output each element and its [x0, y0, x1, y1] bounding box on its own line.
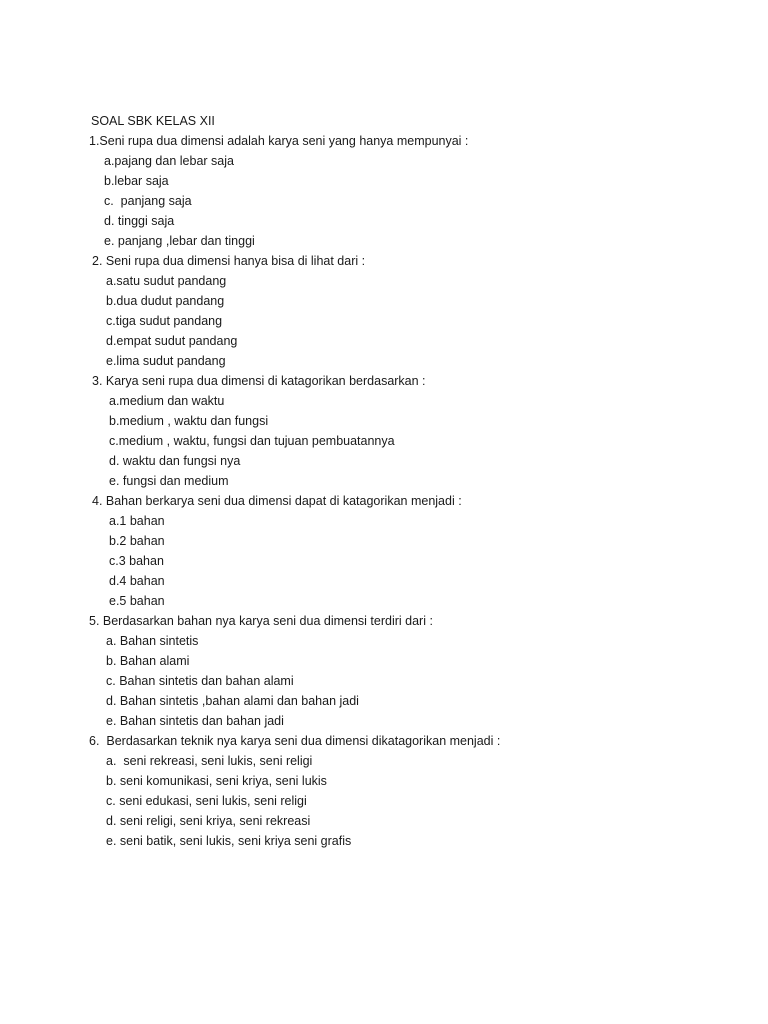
question-3-option-d: d. waktu dan fungsi nya	[109, 454, 241, 468]
question-3-option-e: e. fungsi dan medium	[109, 474, 229, 488]
question-6-option-b: b. seni komunikasi, seni kriya, seni lukis	[106, 774, 327, 788]
question-5-option-a: a. Bahan sintetis	[106, 634, 199, 648]
question-2: 2. Seni rupa dua dimensi hanya bisa di lihat dari :	[92, 254, 366, 268]
question-5: 5. Berdasarkan bahan nya karya seni dua dimensi terdiri dari :	[89, 614, 433, 628]
question-2-option-b: b.dua dudut pandang	[106, 294, 225, 308]
question-5-option-b: b. Bahan alami	[106, 654, 190, 668]
question-3-option-c: c.medium , waktu, fungsi dan tujuan pembuatannya	[109, 434, 395, 448]
question-4-option-c: c.3 bahan	[109, 554, 164, 568]
question-3-option-b: b.medium , waktu dan fungsi	[109, 414, 269, 428]
question-4-option-a: a.1 bahan	[109, 514, 165, 528]
question-6-option-d: d. seni religi, seni kriya, seni rekreasi	[106, 814, 311, 828]
question-6-option-e: e. seni batik, seni lukis, seni kriya seni grafis	[106, 834, 352, 848]
question-4-option-d: d.4 bahan	[109, 574, 165, 588]
question-4-option-e: e.5 bahan	[109, 594, 165, 608]
question-1-option-d: d. tinggi saja	[104, 214, 175, 228]
question-6-option-a: a. seni rekreasi, seni lukis, seni religi	[106, 754, 313, 768]
question-1-option-e: e. panjang ,lebar dan tinggi	[104, 234, 255, 248]
question-1-option-c: c. panjang saja	[104, 194, 192, 208]
question-5-option-e: e. Bahan sintetis dan bahan jadi	[106, 714, 284, 728]
question-6-option-c: c. seni edukasi, seni lukis, seni religi	[106, 794, 307, 808]
question-2-option-e: e.lima sudut pandang	[106, 354, 226, 368]
question-5-option-c: c. Bahan sintetis dan bahan alami	[106, 674, 294, 688]
question-3-option-a: a.medium dan waktu	[109, 394, 225, 408]
question-1-option-a: a.pajang dan lebar saja	[104, 154, 234, 168]
question-5-option-d: d. Bahan sintetis ,bahan alami dan bahan jadi	[106, 694, 359, 708]
document-title: SOAL SBK KELAS XII	[91, 114, 215, 128]
question-2-option-a: a.satu sudut pandang	[106, 274, 227, 288]
question-2-option-c: c.tiga sudut pandang	[106, 314, 223, 328]
question-1-option-b: b.lebar saja	[104, 174, 169, 188]
question-6: 6. Berdasarkan teknik nya karya seni dua dimensi dikatagorikan menjadi :	[89, 734, 501, 748]
question-1: 1.Seni rupa dua dimensi adalah karya seni yang hanya mempunyai :	[89, 134, 469, 148]
question-3: 3. Karya seni rupa dua dimensi di katagorikan berdasarkan :	[92, 374, 426, 388]
question-4: 4. Bahan berkarya seni dua dimensi dapat di katagorikan menjadi :	[92, 494, 462, 508]
question-4-option-b: b.2 bahan	[109, 534, 165, 548]
question-2-option-d: d.empat sudut pandang	[106, 334, 238, 348]
